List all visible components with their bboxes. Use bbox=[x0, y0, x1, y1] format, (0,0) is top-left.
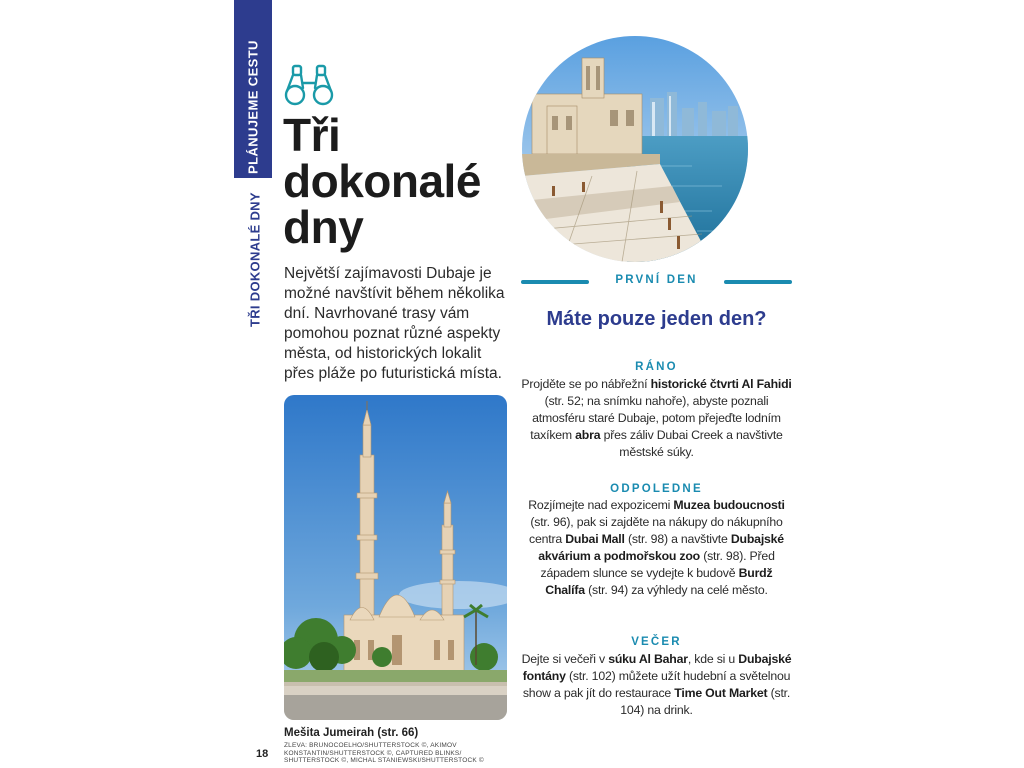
afternoon-label: ODPOLEDNE bbox=[610, 483, 703, 495]
banner-bar-right bbox=[724, 280, 792, 284]
binoculars-icon bbox=[284, 64, 334, 106]
side-tab-label: PLÁNUJEME CESTU bbox=[245, 40, 261, 175]
afternoon-text: Rozjímejte nad expozicemi Muzea budoucnosti (str. 96), pak si zajděte na nákupy do nákupního centra Dubai Mall (str. 98) a navštivte Dubajské akvárium a podmořskou zoo (str. 98). Před západem slunce se vydejte k budově Burdž Chalífa (str. 94) za výhledy na celé město. bbox=[528, 498, 785, 597]
day-banner-label: PRVNÍ DEN bbox=[615, 274, 698, 286]
photo-caption: Mešita Jumeirah (str. 66) bbox=[284, 727, 419, 739]
evening-text: Dejte si večeři v súku Al Bahar, kde si u Dubajské fontány (str. 102) můžete užít hudební a světelnou show a pak jít do restaurace Time Out Market (str. 104) na drink. bbox=[521, 652, 792, 717]
day-banner bbox=[521, 275, 792, 289]
photo-credits: ZLEVA: BRUNOCOELHO/SHUTTERSTOCK ©, AKIMOV KONSTANTIN/SHUTTERSTOCK ©, CAPTURED BLINKS/ SHUTTERSTOCK ©, MICHAL STANIEWSKI/SHUTTERSTOCK © bbox=[284, 742, 484, 765]
morning-label: RÁNO bbox=[635, 361, 678, 373]
al-fahidi-photo bbox=[522, 36, 748, 262]
page-title: Tři dokonalé dny bbox=[283, 109, 481, 253]
intro-paragraph: Největší zajímavosti Dubaje je možné navštívit během několika dní. Navrhované trasy vám pomohou poznat různé aspekty města, od historických lokalit přes pláže po futuristická místa. bbox=[284, 265, 505, 382]
side-section-label: TŘI DOKONALÉ DNY bbox=[247, 192, 263, 328]
morning-text: Projděte se po nábřežní historické čtvrti Al Fahidi (str. 52; na snímku nahoře), abyste poznali atmosféru staré Dubaje, potom přejeďte lodním taxíkem abra přes záliv Dubai Creek a navštivte městské súky. bbox=[521, 377, 792, 459]
day-heading: Máte pouze jeden den? bbox=[546, 308, 767, 330]
evening-label: VEČER bbox=[631, 636, 682, 648]
mosque-photo bbox=[284, 395, 507, 720]
page-number: 18 bbox=[256, 748, 269, 760]
